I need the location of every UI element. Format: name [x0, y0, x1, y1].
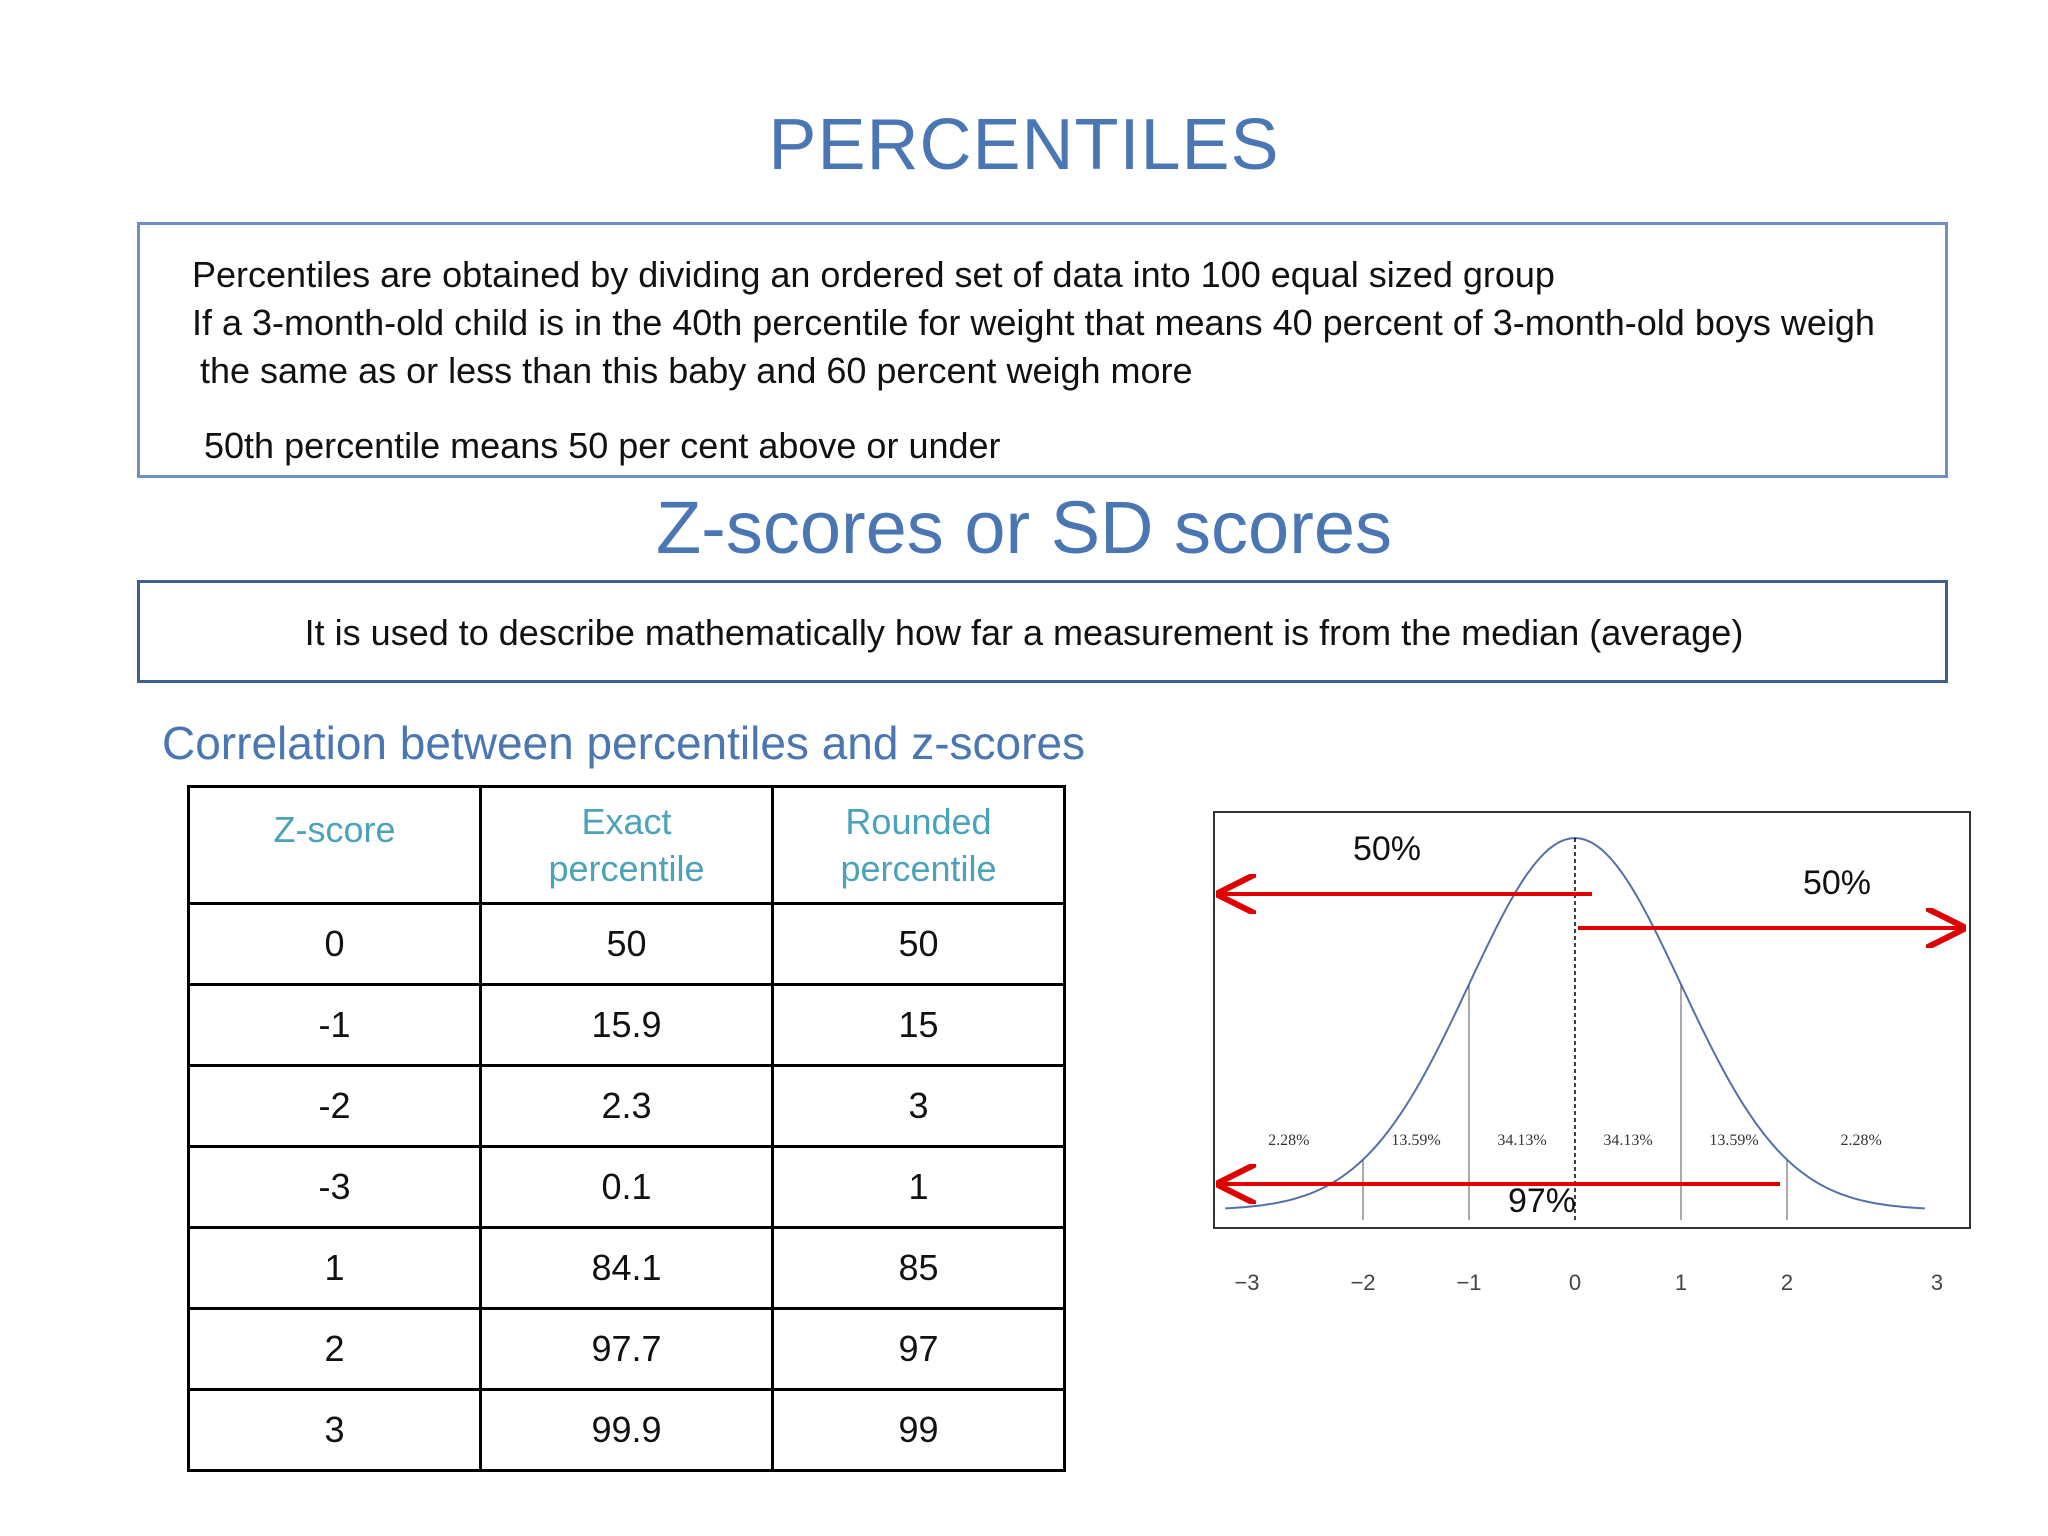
region-label: 13.59%: [1391, 1132, 1441, 1149]
cell-exact: 50: [481, 904, 773, 985]
zscore-definition-text: It is used to describe mathematically how far a measurement is from the median (average): [304, 612, 1744, 653]
x-tick-label: 1: [1674, 1270, 1688, 1295]
table-row: [189, 1390, 1065, 1471]
percentiles-line-2: If a 3-month-old child is in the 40th percentile for weight that means 40 percent of 3-month-old boys weigh: [192, 302, 1875, 343]
region-label: 34.13%: [1603, 1132, 1653, 1149]
cell-exact: 2.3: [481, 1066, 773, 1147]
table-row: [189, 904, 1065, 985]
cell-zscore: -2: [189, 1066, 481, 1147]
cell-zscore: 1: [189, 1228, 481, 1309]
percentiles-line-1: Percentiles are obtained by dividing an ordered set of data into 100 equal sized group: [192, 254, 1555, 295]
annotation-97: 97%: [1507, 1182, 1577, 1220]
cell-rounded: 50: [773, 904, 1065, 985]
cell-exact: 99.9: [481, 1390, 773, 1471]
x-tick-label: 0: [1568, 1270, 1582, 1295]
normal-distribution-chart: [1212, 810, 1992, 1310]
region-label: 2.28%: [1268, 1132, 1310, 1149]
header-exact-percentile: Exact percentile: [481, 787, 773, 904]
cell-exact: 97.7: [481, 1309, 773, 1390]
region-label: 34.13%: [1497, 1132, 1547, 1149]
region-label: 13.59%: [1709, 1132, 1759, 1149]
x-tick-label: 3: [1930, 1270, 1944, 1295]
x-tick-label: 2: [1780, 1270, 1794, 1295]
cell-exact: 84.1: [481, 1228, 773, 1309]
header-zscore: Z-score: [189, 787, 481, 904]
cell-rounded: 85: [773, 1228, 1065, 1309]
cell-rounded: 15: [773, 985, 1065, 1066]
percentiles-line-3: the same as or less than this baby and 60 percent weigh more: [200, 350, 1193, 391]
cell-exact: 0.1: [481, 1147, 773, 1228]
table-row: [189, 985, 1065, 1066]
cell-zscore: 3: [189, 1390, 481, 1471]
header-rounded-percentile: Rounded percentile: [773, 787, 1065, 904]
cell-zscore: 0: [189, 904, 481, 985]
region-label: 2.28%: [1840, 1132, 1882, 1149]
x-tick-label: −3: [1234, 1270, 1260, 1295]
x-tick-label: −2: [1350, 1270, 1376, 1295]
x-tick-label: −1: [1456, 1270, 1482, 1295]
zscore-percentile-table: [187, 785, 1066, 1472]
page-title: PERCENTILES: [768, 105, 1280, 185]
table-row: [189, 1066, 1065, 1147]
table-row: [189, 1147, 1065, 1228]
table-row: [189, 1309, 1065, 1390]
cell-zscore: -3: [189, 1147, 481, 1228]
cell-rounded: 1: [773, 1147, 1065, 1228]
cell-exact: 15.9: [481, 985, 773, 1066]
cell-rounded: 3: [773, 1066, 1065, 1147]
cell-zscore: 2: [189, 1309, 481, 1390]
percentiles-line-4: 50th percentile means 50 per cent above or under: [204, 425, 1001, 466]
table-row: [189, 1228, 1065, 1309]
zscore-title: Z-scores or SD scores: [655, 486, 1393, 569]
annotation-50-left: 50%: [1352, 830, 1422, 868]
cell-zscore: -1: [189, 985, 481, 1066]
annotation-50-right: 50%: [1802, 864, 1872, 902]
correlation-subtitle: Correlation between percentiles and z-scores: [162, 717, 1086, 769]
cell-rounded: 99: [773, 1390, 1065, 1471]
table-header-row: [189, 787, 1065, 904]
cell-rounded: 97: [773, 1309, 1065, 1390]
